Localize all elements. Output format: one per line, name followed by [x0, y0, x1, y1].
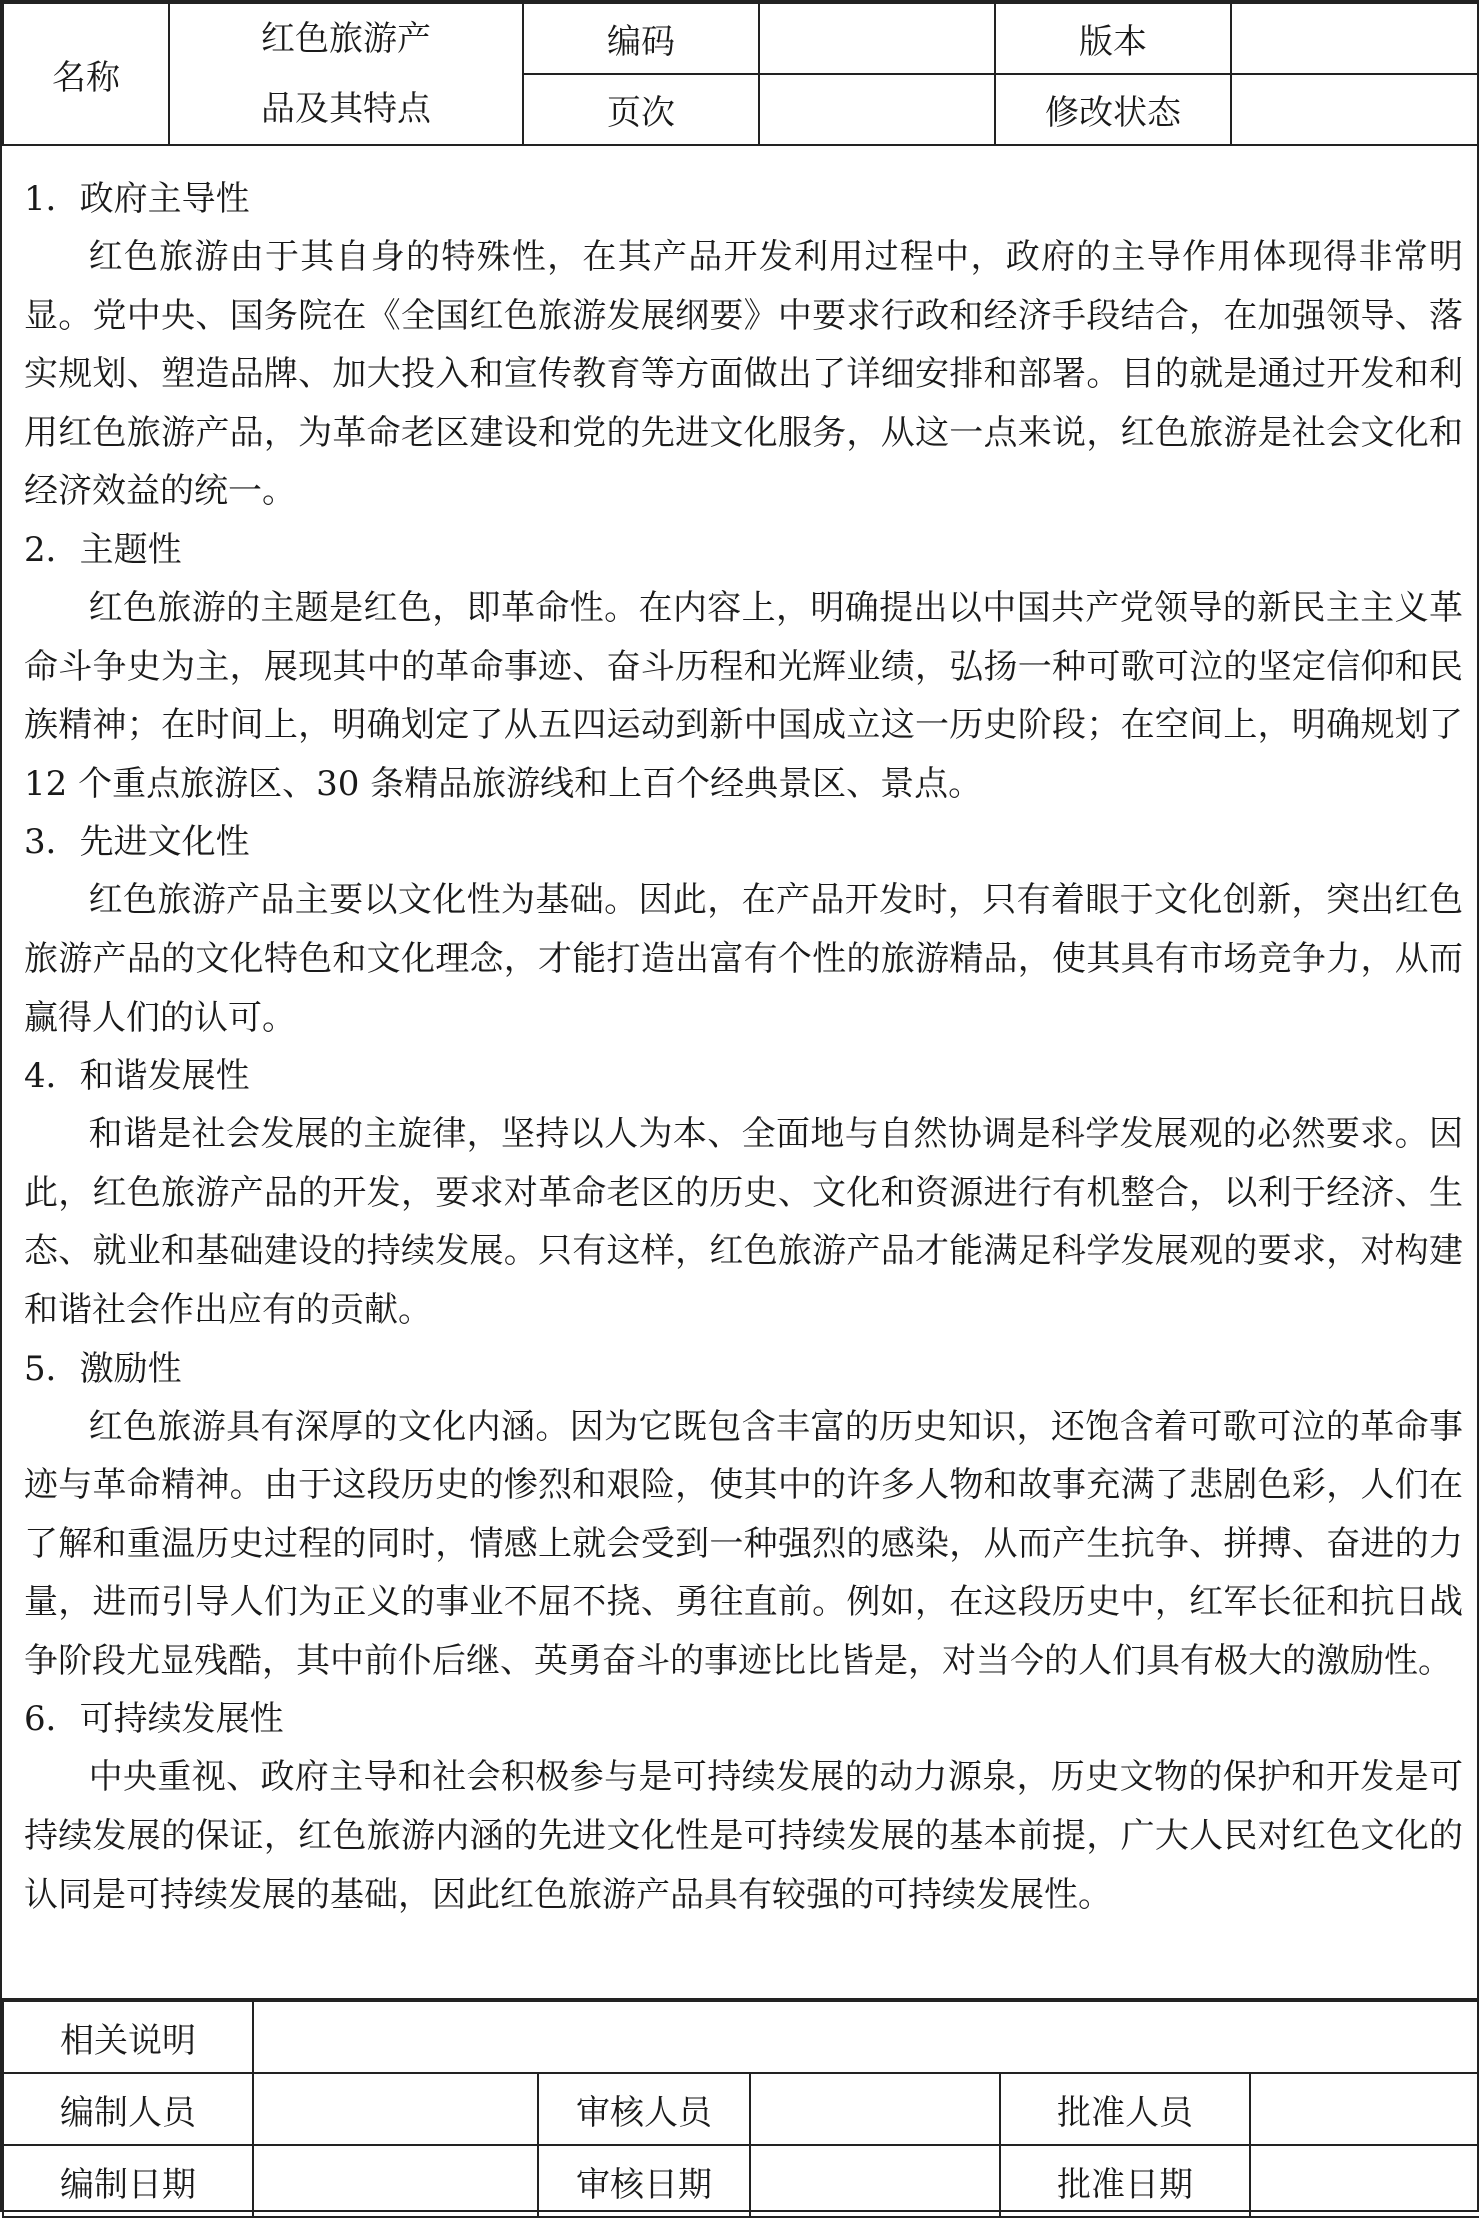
footer-table: [2, 2000, 1479, 2218]
notes-value: [253, 2001, 1479, 2073]
revision-value: [1231, 74, 1479, 145]
title-line-2: 品及其特点: [261, 89, 431, 129]
section-heading: 5．激励性: [24, 1348, 182, 1389]
section-heading: 3．先进文化性: [24, 822, 250, 863]
version-value: [1231, 3, 1479, 74]
approver-label: 批准人员: [1000, 2073, 1250, 2145]
edit-date-value: [253, 2145, 538, 2217]
revision-label: 修改状态: [995, 74, 1231, 145]
section-paragraph: 红色旅游的主题是红色，即革命性。在内容上，明确提出以中国共产党领导的新民主主义革命斗争史为主，展现其中的革命事迹、奋斗历程和光辉业绩，弘扬一种可歌可泣的坚定信仰和民族精神；在时间上，明确划定了从五四运动到新中国成立这一历史阶段；在空间上，明确规划了 12 个重点旅游区、30 条精品旅游线和上百个经典景区、景点。: [24, 587, 1463, 804]
section-1: [24, 170, 1463, 521]
approver-value: [1250, 2073, 1479, 2145]
editor-value: [253, 2073, 538, 2145]
code-value: [759, 3, 995, 74]
document-body: [2, 142, 1479, 2000]
section-paragraph: 中央重视、政府主导和社会积极参与是可持续发展的动力源泉，历史文物的保护和开发是可持续发展的保证，红色旅游内涵的先进文化性是可持续发展的基本前提，广大人民对红色文化的认同是可持续发展的基础，因此红色旅游产品具有较强的可持续发展性。: [24, 1757, 1463, 1915]
review-date-value: [750, 2145, 1000, 2217]
approve-date-value: [1250, 2145, 1479, 2217]
section-5: [24, 1340, 1463, 1691]
review-date-label: 审核日期: [538, 2145, 750, 2217]
section-heading: 4．和谐发展性: [24, 1056, 250, 1097]
section-paragraph: 和谐是社会发展的主旋律，坚持以人为本、全面地与自然协调是科学发展观的必然要求。因此，红色旅游产品的开发，要求对革命老区的历史、文化和资源进行有机整合，以利于经济、生态、就业和基础建设的持续发展。只有这样，红色旅游产品才能满足科学发展观的要求，对构建和谐社会作出应有的贡献。: [24, 1114, 1463, 1330]
approve-date-label: 批准日期: [1000, 2145, 1250, 2217]
editor-label: 编制人员: [3, 2073, 253, 2145]
section-heading: 2．主题性: [24, 529, 182, 570]
header-table: [2, 2, 1479, 146]
section-2: [24, 521, 1463, 813]
page-value: [759, 74, 995, 145]
name-label: 名称: [3, 3, 169, 145]
edit-date-label: 编制日期: [3, 2145, 253, 2217]
section-heading: 6．可持续发展性: [24, 1699, 284, 1740]
section-6: [24, 1690, 1463, 1924]
section-3: [24, 813, 1463, 1047]
code-label: 编码: [523, 3, 759, 74]
section-paragraph: 红色旅游产品主要以文化性为基础。因此，在产品开发时，只有着眼于文化创新，突出红色旅游产品的文化特色和文化理念，才能打造出富有个性的旅游精品，使其具有市场竞争力，从而赢得人们的认可。: [24, 880, 1463, 1038]
section-paragraph: 红色旅游具有深厚的文化内涵。因为它既包含丰富的历史知识，还饱含着可歌可泣的革命事迹与革命精神。由于这段历史的惨烈和艰险，使其中的许多人物和故事充满了悲剧色彩，人们在了解和重温历史过程的同时，情感上就会受到一种强烈的感染，从而产生抗争、拼搏、奋进的力量，进而引导人们为正义的事业不屈不挠、勇往直前。例如，在这段历史中，红军长征和抗日战争阶段尤显残酷，其中前仆后继、英勇奋斗的事迹比比皆是，对当今的人们具有极大的激励性。: [24, 1406, 1463, 1681]
title-line-1: 红色旅游产: [261, 19, 431, 59]
section-heading: 1．政府主导性: [24, 179, 250, 219]
reviewer-label: 审核人员: [538, 2073, 750, 2145]
section-paragraph: 红色旅游由于其自身的特殊性，在其产品开发利用过程中，政府的主导作用体现得非常明显。党中央、国务院在《全国红色旅游发展纲要》中要求行政和经济手段结合，在加强领导、落实规划、塑造品牌、加大投入和宣传教育等方面做出了详细安排和部署。目的就是通过开发和利用红色旅游产品，为革命老区建设和党的先进文化服务，从这一点来说，红色旅游是社会文化和经济效益的统一。: [24, 237, 1463, 512]
version-label: 版本: [995, 3, 1231, 74]
page-label: 页次: [523, 74, 759, 145]
section-4: [24, 1047, 1463, 1339]
document-title: [169, 3, 523, 145]
notes-label: 相关说明: [3, 2001, 253, 2073]
reviewer-value: [750, 2073, 1000, 2145]
